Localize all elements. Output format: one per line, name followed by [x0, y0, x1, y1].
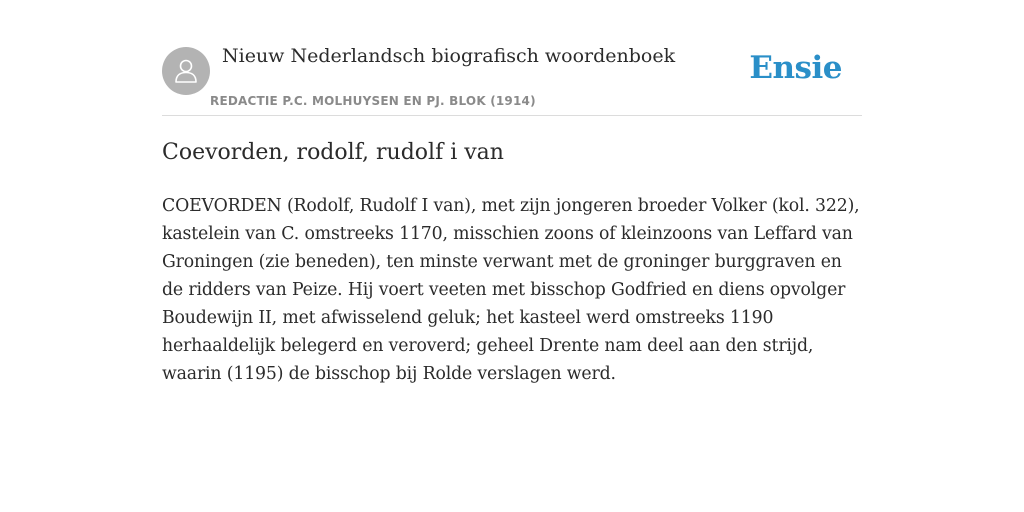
editors-line: REDACTIE P.C. MOLHUYSEN EN PJ. BLOK (1914) [210, 94, 536, 108]
user-icon [171, 56, 201, 86]
avatar[interactable] [162, 47, 210, 95]
entry-header [162, 0, 862, 116]
entry-card [162, 0, 862, 384]
entry-title: Coevorden, rodolf, rudolf i van [162, 140, 504, 165]
book-title[interactable]: Nieuw Nederlandsch biografisch woordenboek [222, 45, 676, 67]
entry-body: COEVORDEN (Rodolf, Rudolf I van), met zijn jongeren broeder Volker (kol. 322), kastelein van C. omstreeks 1170, misschien zoons of kleinzoons van Leffard van Groningen (zie beneden), ten minste verwant met de groninger burggraven en de ridders van Peize. Hij voert veeten met bisschop Godfried en diens opvolger Boudewijn II, met afwisselend geluk; het kasteel werd omstreeks 1190 herhaaldelijk belegerd en veroverd; geheel Drente nam deel aan den strijd, waarin (1195) de bisschop bij Rolde verslagen werd. [162, 196, 860, 384]
ensie-logo[interactable]: Ensie [749, 50, 842, 86]
